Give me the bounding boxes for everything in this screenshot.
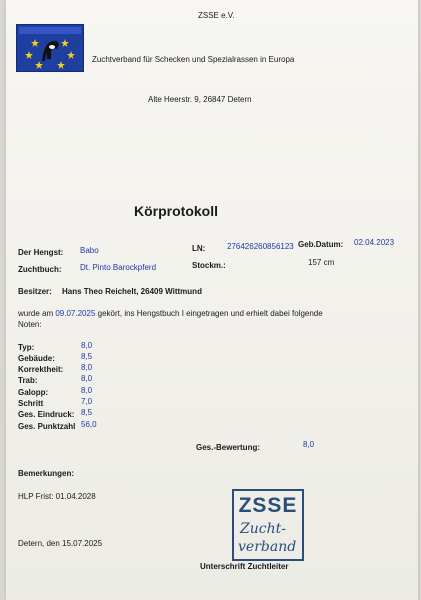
grade-value: 7,0 (81, 397, 93, 406)
dob-label: Geb.Datum: (298, 240, 344, 249)
stamp-line-2: verband (238, 539, 297, 555)
grade-label: Typ: (18, 343, 35, 352)
grade-value: 8,5 (81, 408, 93, 417)
grade-value: 8,0 (81, 386, 93, 395)
place-date: Detern, den 15.07.2025 (18, 539, 103, 548)
zsse-logo (16, 24, 84, 72)
grade-label: Ges. Eindruck: (18, 410, 75, 419)
owner-value: Hans Theo Reichelt, 26409 Wittmund (62, 287, 202, 296)
stallion-label: Der Hengst: (18, 248, 64, 257)
grade-value: 56,0 (81, 420, 97, 429)
signature-label: Unterschrift Zuchtleiter (200, 562, 289, 571)
statement-suffix: gekört, ins Hengstbuch I eingetragen und erhielt dabei folgende (97, 309, 323, 318)
total-value: 8,0 (303, 440, 315, 449)
stamp-line-1: Zucht- (240, 521, 286, 537)
document-page (6, 0, 418, 600)
association-stamp (232, 489, 304, 561)
grade-value: 8,0 (81, 374, 93, 383)
page-title: Körprotokoll (134, 203, 218, 219)
org-short-name: ZSSE e.V. (198, 11, 235, 20)
grade-label: Gebäude: (18, 354, 55, 363)
grade-value: 8,0 (81, 341, 93, 350)
grade-label: Galopp: (18, 388, 49, 397)
grade-label: Korrektheit: (18, 365, 64, 374)
ln-value: 276426260856123 (227, 242, 294, 251)
statement-prefix: wurde am (18, 309, 54, 318)
hlp-deadline: HLP Frist: 01.04.2028 (18, 492, 96, 501)
height-value: 157 cm (308, 258, 335, 267)
stamp-title: ZSSE (238, 494, 298, 517)
total-label: Ges.-Bewertung: (196, 443, 261, 452)
stallion-value: Babo (80, 246, 99, 255)
ln-label: LN: (192, 244, 206, 253)
logo-emblem-icon (17, 25, 83, 71)
grade-label: Ges. Punktzahl (18, 422, 76, 431)
org-address: Alte Heerstr. 9, 26847 Detern (148, 95, 252, 104)
org-full-name: Zuchtverband für Schecken und Spezialrassen in Europa (92, 55, 295, 64)
statement-line-2: Noten: (18, 320, 42, 329)
breed-label: Zuchtbuch: (18, 265, 62, 274)
grade-label: Schritt (18, 399, 44, 408)
dob-value: 02.04.2023 (354, 238, 395, 247)
statement-line (18, 309, 323, 318)
owner-label: Besitzer: (18, 287, 52, 296)
height-label: Stockm.: (192, 261, 226, 270)
kör-date: 09.07.2025 (55, 309, 96, 318)
grade-value: 8,0 (81, 363, 93, 372)
grade-value: 8,5 (81, 352, 93, 361)
breed-value: Dt. Pinto Barockpferd (80, 263, 157, 272)
grade-label: Trab: (18, 376, 38, 385)
remarks-label: Bemerkungen: (18, 469, 75, 478)
